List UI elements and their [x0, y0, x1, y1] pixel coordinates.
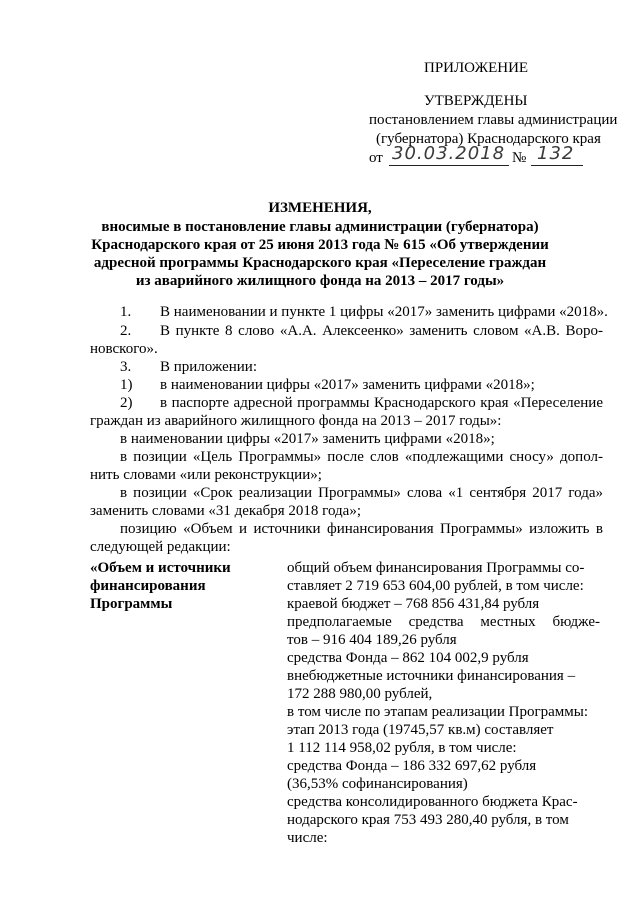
table-right-line-14: средства консолидированного бюджета Крас- — [287, 794, 578, 810]
table-right-line-8: 172 288 980,00 рублей, — [287, 686, 433, 702]
table-right-line-13: (36,53% софинансирования) — [287, 776, 468, 792]
approval-line-1: постановлением главы администрации — [369, 112, 618, 128]
from-label: от — [369, 150, 383, 166]
item-2-text-line-2: новского». — [90, 341, 158, 357]
change-4-text-line-2: следующей редакции: — [90, 539, 231, 555]
subitem-2-text-line-2: граждан из аварийного жилищного фонда на 2013 – 2017 годы»: — [90, 413, 502, 429]
subitem-2-text-line-1: в паспорте адресной программы Краснодарского края «Переселение — [160, 395, 603, 411]
item-3-number: 3. — [120, 359, 132, 375]
table-right-line-9: в том числе по этапам реализации Программы: — [287, 704, 589, 720]
change-3-text-line-1: в позиции «Срок реализации Программы» слова «1 сентября 2017 года» — [120, 485, 603, 501]
item-1-number: 1. — [120, 304, 132, 320]
title-line-4: из аварийного жилищного фонда на 2013 – 2017 годы» — [135, 273, 505, 289]
title-line-2: Краснодарского края от 25 июня 2013 года № 615 «Об утверждении — [91, 237, 549, 253]
document-heading: ИЗМЕНЕНИЯ, — [268, 200, 372, 216]
subitem-1-number: 1) — [120, 377, 133, 393]
table-left-line-3: Программы — [90, 596, 173, 612]
date-underline — [389, 165, 509, 166]
change-1-text: в наименовании цифры «2017» заменить цифрами «2018»; — [120, 431, 495, 447]
title-line-1: вносимые в постановление главы администрации (губернатора) — [101, 219, 539, 235]
approved-label: УТВЕРЖДЕНЫ — [424, 93, 528, 109]
table-right-line-5: тов – 916 404 189,26 рубля — [287, 632, 457, 648]
approval-line-2: (губернатора) Краснодарского края — [376, 131, 601, 147]
subitem-2-number: 2) — [120, 395, 133, 411]
table-left-line-2: финансирования — [90, 578, 206, 594]
table-right-line-10: этап 2013 года (19745,57 кв.м) составляет — [287, 722, 554, 738]
title-line-3: адресной программы Краснодарского края «Переселение граждан — [93, 255, 547, 271]
table-right-line-16: числе: — [287, 830, 328, 846]
table-right-line-15: нодарского края 753 493 280,40 рубля, в том — [287, 812, 569, 828]
table-right-line-3: краевой бюджет – 768 856 431,84 рубля — [287, 596, 540, 612]
table-right-line-6: средства Фонда – 862 104 002,9 рубля — [287, 650, 529, 666]
table-right-line-1: общий объем финансирования Программы со- — [287, 560, 585, 576]
handwritten-date: 30.03.2018 — [392, 143, 506, 164]
subitem-1-text: в наименовании цифры «2017» заменить цифрами «2018»; — [160, 377, 535, 393]
item-2-text-line-1: В пункте 8 слово «А.А. Алексеенко» заменить словом «А.В. Воро- — [160, 323, 603, 339]
number-underline — [531, 165, 583, 166]
change-4-text-line-1: позицию «Объем и источники финансирования Программы» изложить в — [120, 521, 603, 537]
item-2-number: 2. — [120, 323, 132, 339]
handwritten-number: 132 — [537, 143, 575, 164]
table-right-line-4: предполагаемые средства местных бюдже- — [287, 614, 600, 630]
table-right-line-12: средства Фонда – 186 332 697,62 рубля — [287, 758, 537, 774]
change-3-text-line-2: заменить словами «31 декабря 2018 года»; — [90, 503, 361, 519]
change-2-text-line-2: нить словами «или реконструкции»; — [90, 467, 322, 483]
table-right-line-2: ставляет 2 719 653 604,00 рублей, в том числе: — [287, 578, 584, 594]
item-3-text: В приложении: — [160, 359, 257, 375]
number-label: № — [512, 150, 527, 166]
appendix-label: ПРИЛОЖЕНИЕ — [424, 60, 529, 76]
table-right-line-11: 1 112 114 958,02 рубля, в том числе: — [287, 740, 517, 756]
table-right-line-7: внебюджетные источники финансирования – — [287, 668, 576, 684]
change-2-text-line-1: в позиции «Цель Программы» после слов «подлежащими сносу» допол- — [120, 449, 603, 465]
item-1-text: В наименовании и пункте 1 цифры «2017» заменить цифрами «2018». — [160, 304, 608, 320]
table-left-line-1: «Объем и источники — [90, 560, 231, 576]
